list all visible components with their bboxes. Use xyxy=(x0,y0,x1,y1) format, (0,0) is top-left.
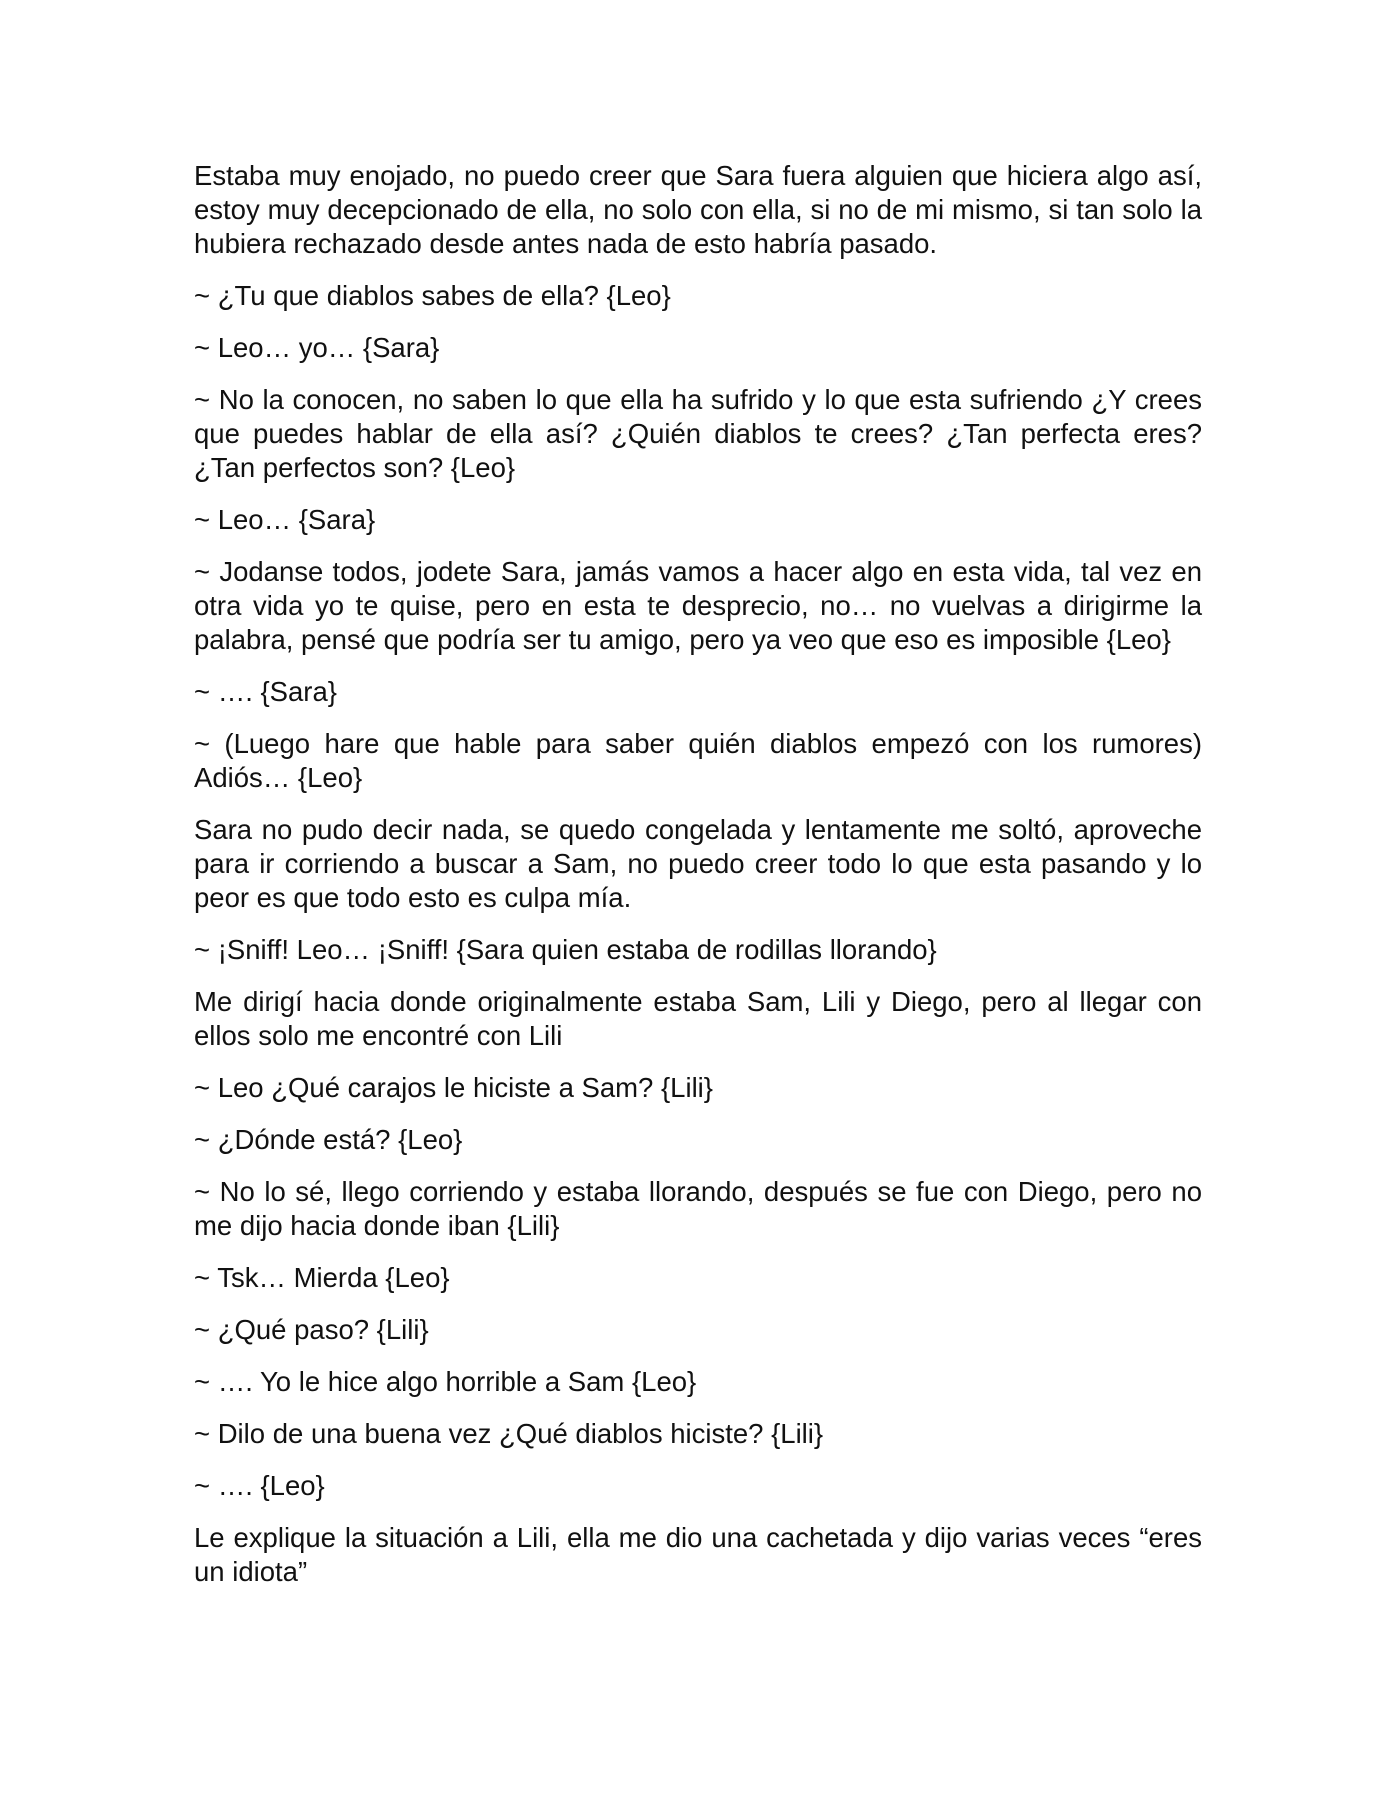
dialogue-line-5: ~ Leo… {Sara} xyxy=(194,504,376,535)
dialogue-line-16: ~ ¿Qué paso? {Lili} xyxy=(194,1314,429,1345)
paragraph-9: Sara no pudo decir nada, se quedo congelada y lentamente me soltó, aproveche para ir corriendo a buscar a Sam, no puedo creer todo lo que esta pasando y lo peor es que todo esto es culpa mía. xyxy=(194,814,1202,913)
dialogue-line-2: ~ ¿Tu que diablos sabes de ella? {Leo} xyxy=(194,280,671,311)
dialogue-line-10: ~ ¡Sniff! Leo… ¡Sniff! {Sara quien estaba de rodillas llorando} xyxy=(194,934,937,965)
dialogue-line-6: ~ Jodanse todos, jodete Sara, jamás vamos a hacer algo en esta vida, tal vez en otra vida yo te quise, pero en esta te desprecio, no… no vuelvas a dirigirme la palabra, pensé que podría ser tu amigo, pero ya veo que eso es imposible {Leo} xyxy=(194,556,1202,655)
dialogue-line-19: ~ …. {Leo} xyxy=(194,1470,325,1501)
paragraph-1: Estaba muy enojado, no puedo creer que Sara fuera alguien que hiciera algo así, estoy muy decepcionado de ella, no solo con ella, si no de mi mismo, si tan solo la hubiera rechazado desde antes nada de esto habría pasado. xyxy=(194,160,1202,259)
paragraph-11: Me dirigí hacia donde originalmente estaba Sam, Lili y Diego, pero al llegar con ellos solo me encontré con Lili xyxy=(194,986,1202,1051)
dialogue-line-17: ~ …. Yo le hice algo horrible a Sam {Leo} xyxy=(194,1366,697,1397)
dialogue-line-13: ~ ¿Dónde está? {Leo} xyxy=(194,1124,463,1155)
paragraph-20: Le explique la situación a Lili, ella me dio una cachetada y dijo varias veces “eres un idiota” xyxy=(194,1522,1202,1587)
dialogue-line-12: ~ Leo ¿Qué carajos le hiciste a Sam? {Lili} xyxy=(194,1072,713,1103)
dialogue-line-3: ~ Leo… yo… {Sara} xyxy=(194,332,440,363)
dialogue-line-15: ~ Tsk… Mierda {Leo} xyxy=(194,1262,450,1293)
dialogue-line-14: ~ No lo sé, llego corriendo y estaba llorando, después se fue con Diego, pero no me dijo hacia donde iban {Lili} xyxy=(194,1176,1202,1241)
dialogue-line-4: ~ No la conocen, no saben lo que ella ha sufrido y lo que esta sufriendo ¿Y crees que puedes hablar de ella así? ¿Quién diablos te crees? ¿Tan perfecta eres? ¿Tan perfectos son? {Leo} xyxy=(194,384,1202,483)
dialogue-line-18: ~ Dilo de una buena vez ¿Qué diablos hiciste? {Lili} xyxy=(194,1418,824,1449)
document-page xyxy=(194,159,1202,1607)
dialogue-line-8: ~ (Luego hare que hable para saber quién diablos empezó con los rumores) Adiós… {Leo} xyxy=(194,728,1202,793)
dialogue-line-7: ~ …. {Sara} xyxy=(194,676,337,707)
